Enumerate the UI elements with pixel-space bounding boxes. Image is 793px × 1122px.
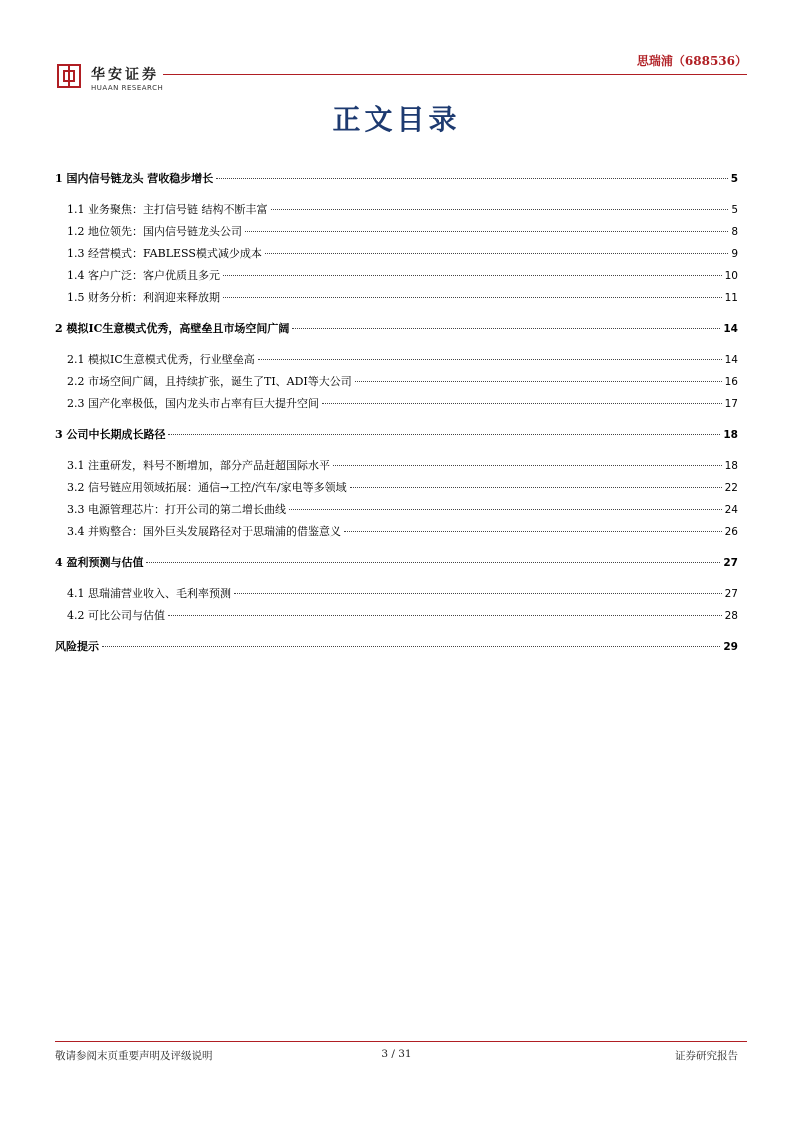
toc-section[interactable]: [55, 320, 738, 342]
footer-disclaimer: 敬请参阅末页重要声明及评级说明: [55, 1050, 213, 1062]
toc-page-number: 18: [723, 429, 738, 441]
toc-leader-dots: [333, 465, 722, 466]
toc-page-number: 29: [723, 641, 738, 653]
toc-subsection[interactable]: [55, 289, 738, 311]
toc-leader-dots: [102, 646, 720, 647]
toc-leader-dots: [265, 253, 728, 254]
toc-entry-title: 3.3 电源管理芯片：打开公司的第二增长曲线: [67, 503, 286, 516]
toc-subsection[interactable]: [55, 245, 738, 267]
toc-entry-title: 1 国内信号链龙头 营收稳步增长: [55, 172, 214, 185]
toc-leader-dots: [146, 562, 720, 563]
toc-page-number: 26: [724, 526, 738, 538]
toc-page-number: 14: [723, 323, 738, 335]
logo-english: HUAAN RESEARCH: [91, 84, 164, 92]
toc-page-number: 5: [731, 204, 738, 216]
toc-subsection[interactable]: [55, 523, 738, 545]
toc-entry-title: 1.1 业务聚焦：主打信号链 结构不断丰富: [67, 203, 268, 216]
toc-entry-title: 3.1 注重研发，料号不断增加，部分产品赶超国际水平: [67, 459, 330, 472]
toc-entry-title: 2.2 市场空间广阔，且持续扩张，诞生了TI、ADI等大公司: [67, 375, 352, 388]
toc-spacer: [55, 629, 738, 638]
toc-leader-dots: [245, 231, 728, 232]
toc-subsection[interactable]: [55, 395, 738, 417]
toc-leader-dots: [289, 509, 722, 510]
toc-section[interactable]: [55, 426, 738, 448]
toc-leader-dots: [355, 381, 722, 382]
toc-subsection[interactable]: [55, 501, 738, 523]
toc-page-number: 18: [724, 460, 738, 472]
page-number: 3 / 31: [381, 1048, 412, 1060]
toc-section[interactable]: [55, 638, 738, 660]
toc-entry-title: 1.5 财务分析：利润迎来释放期: [67, 291, 220, 304]
toc-page-number: 14: [724, 354, 738, 366]
toc-spacer: [55, 448, 738, 457]
toc-entry-title: 3.2 信号链应用领域拓展：通信→工控/汽车/家电等多领域: [67, 481, 347, 494]
toc-page-number: 28: [724, 610, 738, 622]
toc-leader-dots: [223, 275, 722, 276]
page-header: [55, 48, 747, 96]
header-divider: [163, 74, 747, 75]
toc-subsection[interactable]: [55, 267, 738, 289]
toc-spacer: [55, 311, 738, 320]
toc-spacer: [55, 192, 738, 201]
toc-entry-title: 4.2 可比公司与估值: [67, 609, 165, 622]
logo-chinese: 华安证券: [91, 67, 159, 83]
toc-section[interactable]: [55, 554, 738, 576]
toc-entry-title: 1.2 地位领先：国内信号链龙头公司: [67, 225, 242, 238]
footer-report-type: 证券研究报告: [675, 1050, 738, 1062]
toc-leader-dots: [223, 297, 722, 298]
toc-entry-title: 3 公司中长期成长路径: [55, 428, 166, 441]
toc-leader-dots: [216, 178, 727, 179]
toc-page-number: 27: [723, 557, 738, 569]
toc-leader-dots: [271, 209, 729, 210]
toc-page-number: 10: [724, 270, 738, 282]
toc-subsection[interactable]: [55, 607, 738, 629]
toc-spacer: [55, 417, 738, 426]
toc-leader-dots: [258, 359, 722, 360]
toc-page-number: 27: [724, 588, 738, 600]
toc-leader-dots: [234, 593, 722, 594]
toc-page-number: 24: [724, 504, 738, 516]
toc-subsection[interactable]: [55, 373, 738, 395]
toc-spacer: [55, 342, 738, 351]
toc-entry-title: 1.3 经营模式：FABLESS模式减少成本: [67, 247, 262, 260]
toc-leader-dots: [344, 531, 722, 532]
toc-page-number: 16: [724, 376, 738, 388]
footer-divider: [55, 1041, 747, 1042]
toc-entry-title: 风险提示: [55, 640, 99, 653]
toc-subsection[interactable]: [55, 457, 738, 479]
toc-page-number: 22: [724, 482, 738, 494]
toc-entry-title: 2 模拟IC生意模式优秀，高壁垒且市场空间广阔: [55, 322, 290, 335]
toc-entry-title: 2.1 模拟IC生意模式优秀，行业壁垒高: [67, 353, 255, 366]
toc-page-number: 9: [731, 248, 738, 260]
stock-name: 思瑞浦（688536）: [636, 54, 747, 68]
toc-entry-title: 4.1 思瑞浦营业收入、毛利率预测: [67, 587, 231, 600]
toc-spacer: [55, 576, 738, 585]
toc-entry-title: 4 盈利预测与估值: [55, 556, 144, 569]
toc-subsection[interactable]: [55, 201, 738, 223]
toc-subsection[interactable]: [55, 479, 738, 501]
toc-entry-title: 2.3 国产化率极低，国内龙头市占率有巨大提升空间: [67, 397, 319, 410]
toc-entry-title: 1.4 客户广泛：客户优质且多元: [67, 269, 220, 282]
toc-leader-dots: [168, 434, 720, 435]
toc-subsection[interactable]: [55, 223, 738, 245]
toc-page-number: 8: [731, 226, 738, 238]
toc-page-number: 11: [724, 292, 738, 304]
huaan-logo-icon: [57, 64, 81, 88]
toc-subsection[interactable]: [55, 585, 738, 607]
toc-leader-dots: [322, 403, 722, 404]
toc-page-number: 17: [724, 398, 738, 410]
toc-leader-dots: [168, 615, 722, 616]
toc-entry-title: 3.4 并购整合：国外巨头发展路径对于思瑞浦的借鉴意义: [67, 525, 341, 538]
toc-section[interactable]: [55, 170, 738, 192]
page-title: 正文目录: [332, 103, 461, 136]
toc-leader-dots: [350, 487, 722, 488]
toc-page-number: 5: [730, 173, 738, 185]
toc-leader-dots: [292, 328, 720, 329]
toc-spacer: [55, 545, 738, 554]
table-of-contents: [55, 170, 738, 660]
toc-subsection[interactable]: [55, 351, 738, 373]
